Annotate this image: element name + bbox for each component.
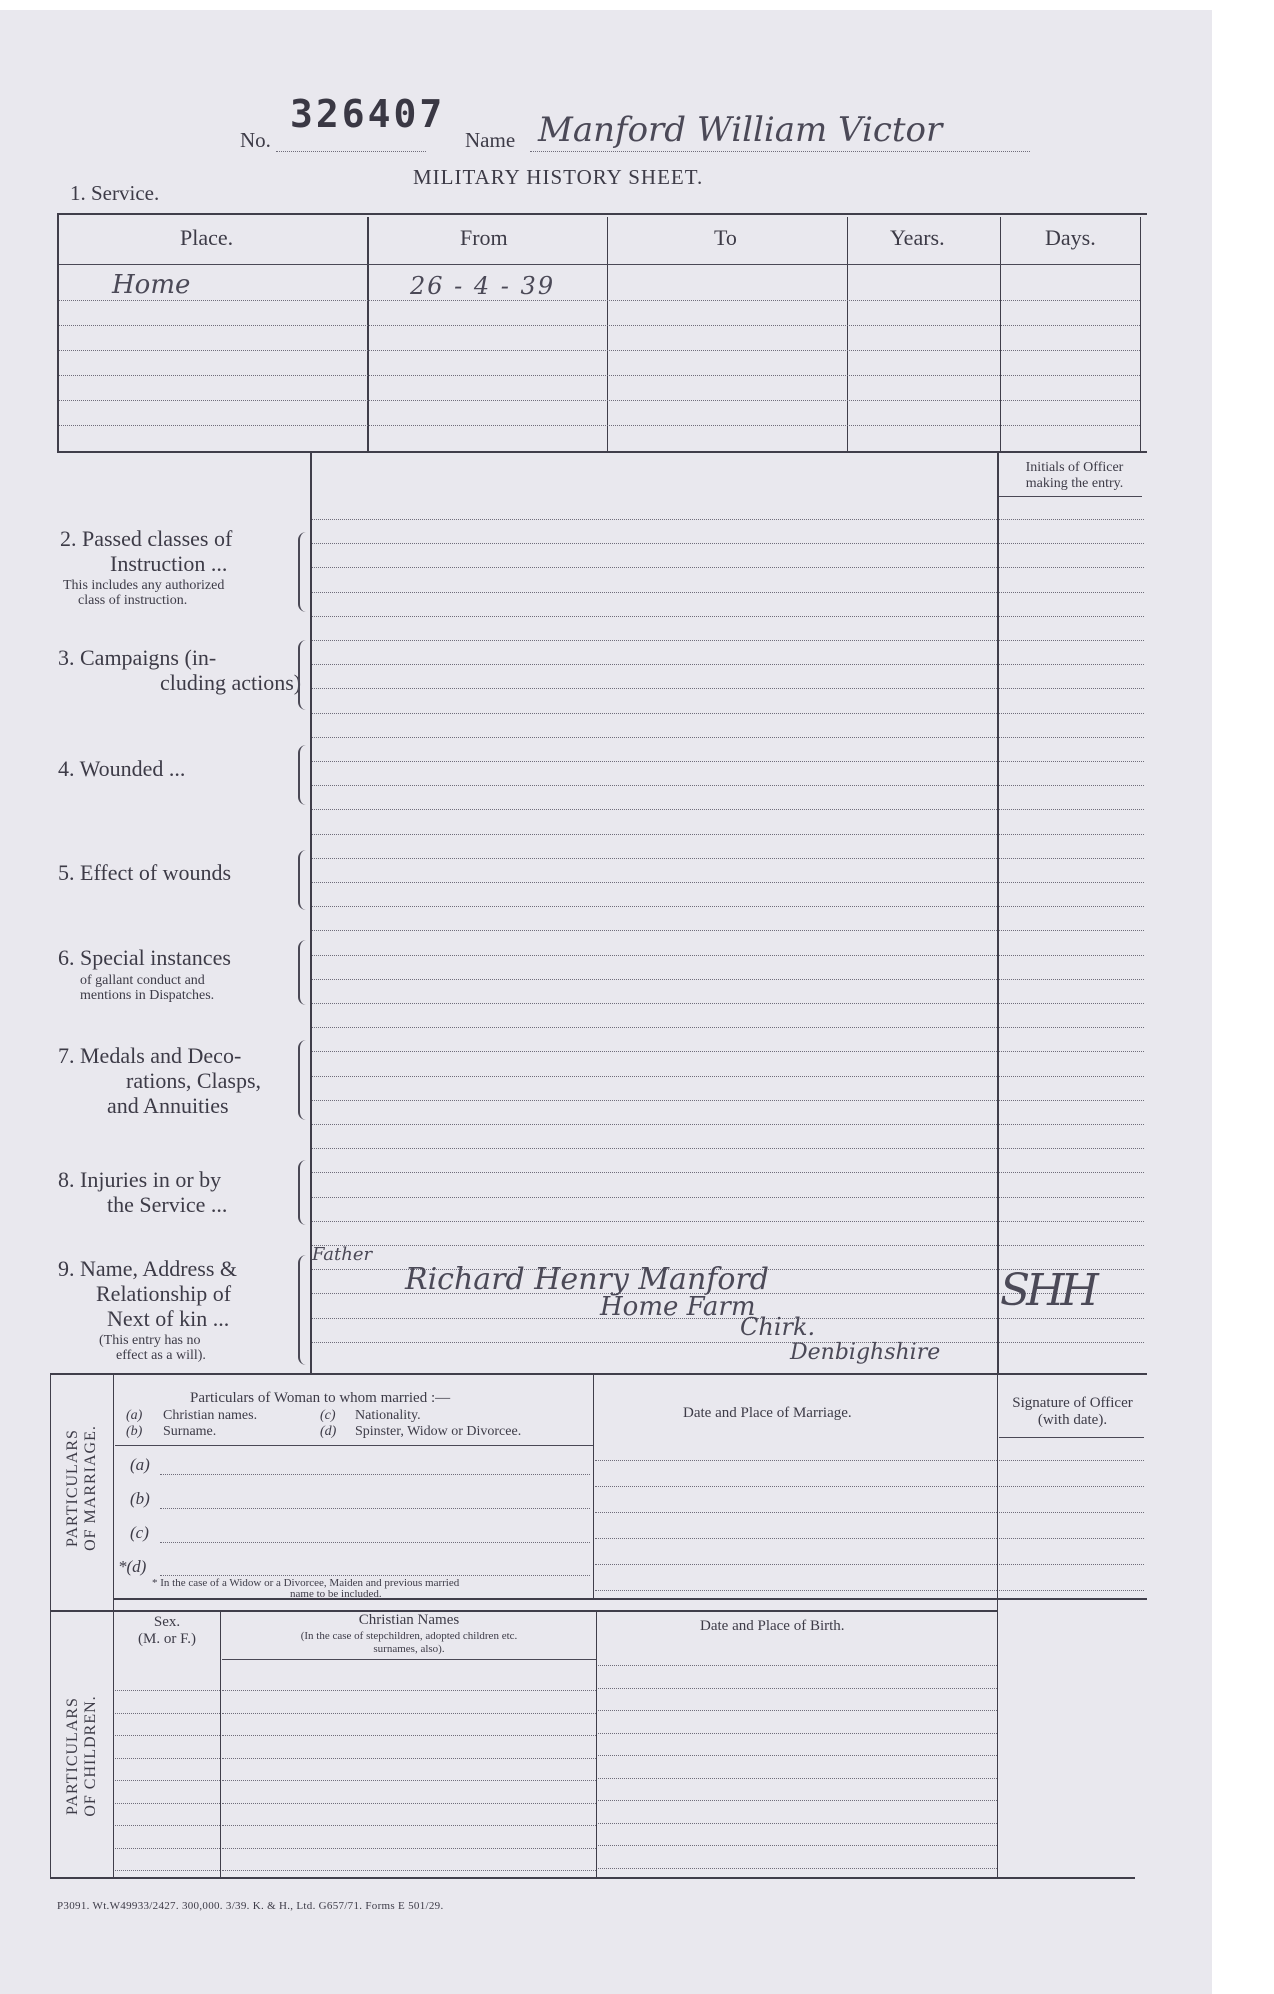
section-2-title-line2: Instruction ... xyxy=(110,551,228,576)
children-birth-rule xyxy=(598,1733,997,1734)
children-col-divider-1 xyxy=(220,1612,221,1877)
section-entry-rule xyxy=(312,906,997,907)
section-7-title-line2: rations, Clasps, xyxy=(126,1068,262,1093)
initials-entry-rule xyxy=(999,1342,1144,1343)
initials-entry-rule xyxy=(999,543,1144,544)
section-8-brace xyxy=(298,1160,306,1225)
initials-entry-rule xyxy=(999,713,1144,714)
marriage-date-rule xyxy=(595,1460,997,1461)
section-6-title: 6. Special instances xyxy=(58,945,231,970)
marriage-signature-rule xyxy=(999,1512,1144,1513)
marriage-row-b-rule xyxy=(160,1508,590,1509)
marriage-footnote-line2: name to be included. xyxy=(290,1588,382,1600)
scan-margin-top xyxy=(0,0,1274,10)
initials-entry-rule xyxy=(999,1027,1144,1028)
initials-entry-rule xyxy=(999,664,1144,665)
children-side-label xyxy=(64,1646,100,1866)
marriage-a-text: Christian names. xyxy=(163,1408,258,1423)
service-row-rule xyxy=(59,425,1140,426)
children-names-rule xyxy=(222,1870,596,1871)
marriage-signature-header-line1: Signature of Officer xyxy=(1012,1395,1133,1411)
marriage-header: Particulars of Woman to whom married :— xyxy=(190,1390,451,1406)
marriage-side-label xyxy=(64,1378,100,1598)
section-entry-rule xyxy=(312,930,997,931)
marriage-date-rule xyxy=(595,1512,997,1513)
service-table-bottom-border xyxy=(57,451,1147,453)
section-2-note-line1: This includes any authorized xyxy=(63,578,225,593)
children-birth-rule xyxy=(598,1800,997,1801)
section-entry-rule xyxy=(312,737,997,738)
section-5-brace xyxy=(298,850,306,910)
name-label: Name xyxy=(465,128,516,152)
marriage-b-text: Surname. xyxy=(163,1424,217,1439)
children-birth-rule xyxy=(598,1845,997,1846)
page-title: MILITARY HISTORY SHEET. xyxy=(413,165,704,189)
children-side-label-line2: OF CHILDREN. xyxy=(82,1695,99,1817)
service-table-top-border xyxy=(57,213,1147,215)
service-col-left-border xyxy=(57,213,59,453)
initials-entry-rule xyxy=(999,930,1144,931)
service-col-right-border xyxy=(1140,217,1141,451)
section-4-title: 4. Wounded ... xyxy=(58,756,186,781)
marriage-signature-rule xyxy=(999,1590,1144,1591)
next-of-kin-address-line3: Denbighshire xyxy=(790,1340,941,1365)
service-header-rule xyxy=(59,264,1140,265)
children-birth-rule xyxy=(598,1755,997,1756)
initials-entry-rule xyxy=(999,688,1144,689)
children-names-header-line2: (In the case of stepchildren, adopted children etc. xyxy=(300,1630,518,1642)
initials-header: Initials of Officer making the entry. xyxy=(1025,460,1124,491)
children-birth-rule xyxy=(598,1688,997,1689)
next-of-kin-address-line1: Home Farm xyxy=(600,1292,756,1322)
initials-entry-rule xyxy=(999,1100,1144,1101)
section-entry-rule xyxy=(312,761,997,762)
section-entry-rule xyxy=(312,858,997,859)
initials-entry-rule xyxy=(999,1051,1144,1052)
section-entry-rule xyxy=(312,882,997,883)
initials-entry-rule xyxy=(999,809,1144,810)
service-col-divider-2 xyxy=(607,217,608,451)
section-entry-rule xyxy=(312,1245,997,1246)
section-8-title-line2: the Service ... xyxy=(107,1192,228,1217)
section-entry-rule xyxy=(312,543,997,544)
section-5-title: 5. Effect of wounds xyxy=(58,860,232,885)
section-7-brace xyxy=(298,1040,306,1120)
section-6-note-line2: mentions in Dispatches. xyxy=(80,988,215,1003)
children-sex-rule xyxy=(115,1848,220,1849)
marriage-b-label: (b) xyxy=(126,1424,143,1439)
section-3-title-line1: 3. Campaigns (in- xyxy=(58,645,217,670)
marriage-footnote-line1: * In the case of a Widow or a Divorcee, Maiden and previous married xyxy=(152,1577,460,1589)
service-col-divider-1 xyxy=(367,217,369,451)
next-of-kin-relationship: Father xyxy=(312,1244,373,1265)
section-6-note-line1: of gallant conduct and xyxy=(80,973,205,988)
initials-entry-rule xyxy=(999,1003,1144,1004)
service-row-rule xyxy=(59,400,1140,401)
children-names-header-line1: Christian Names xyxy=(358,1612,460,1628)
name-rule xyxy=(530,151,1030,152)
section-9-note-line1: (This entry has no xyxy=(99,1333,201,1348)
marriage-row-b: (b) xyxy=(130,1489,150,1508)
marriage-date-rule xyxy=(595,1564,997,1565)
section-entry-rule xyxy=(312,1221,997,1222)
section-3-title-line2: cluding actions) xyxy=(160,670,302,695)
children-sex-rule xyxy=(115,1713,220,1714)
children-birth-rule xyxy=(598,1868,997,1869)
marriage-date-rule xyxy=(595,1486,997,1487)
service-place-value: Home xyxy=(112,270,191,300)
initials-header-rule xyxy=(999,496,1142,497)
initials-entry-rule xyxy=(999,1197,1144,1198)
initials-entry-rule xyxy=(999,1245,1144,1246)
children-bottom-border xyxy=(50,1877,1135,1879)
marriage-a-label: (a) xyxy=(126,1408,143,1423)
children-sex-rule xyxy=(115,1803,220,1804)
initials-entry-rule xyxy=(999,882,1144,883)
next-of-kin-address-line2: Chirk. xyxy=(740,1313,816,1341)
initials-entry-rule xyxy=(999,592,1144,593)
col-place: Place. xyxy=(180,225,234,250)
initials-entry-rule xyxy=(999,1148,1144,1149)
service-row-rule xyxy=(59,325,1140,326)
section-4-brace xyxy=(298,745,306,805)
marriage-side-label-line2: OF MARRIAGE. xyxy=(82,1425,99,1551)
marriage-row-a: (a) xyxy=(130,1455,150,1474)
children-sex-rule xyxy=(115,1825,220,1826)
children-sex-rule xyxy=(115,1690,220,1691)
officer-initials: SHH xyxy=(1000,1265,1095,1316)
marriage-date-rule xyxy=(595,1590,997,1591)
marriage-header-rule xyxy=(115,1445,593,1446)
sections-bottom-border xyxy=(50,1373,1147,1375)
service-row-rule xyxy=(59,375,1140,376)
children-sex-rule xyxy=(115,1870,220,1871)
marriage-c-label: (c) xyxy=(320,1408,336,1423)
children-side-label-line1: PARTICULARS xyxy=(64,1697,81,1815)
children-left-border xyxy=(50,1612,51,1877)
initials-entry-rule xyxy=(999,567,1144,568)
marriage-row-a-rule xyxy=(160,1474,590,1475)
children-birth-rule xyxy=(598,1710,997,1711)
children-birth-rule xyxy=(598,1665,997,1666)
initials-entry-rule xyxy=(999,979,1144,980)
section-9-title-line2: Relationship of xyxy=(96,1281,232,1306)
section-2-note-line2: class of instruction. xyxy=(78,593,188,608)
marriage-signature-rule xyxy=(999,1460,1144,1461)
service-row-rule xyxy=(59,350,1140,351)
section-entry-rule xyxy=(312,1124,997,1125)
initials-entry-rule xyxy=(999,737,1144,738)
initials-entry-rule xyxy=(999,1221,1144,1222)
children-sex-rule xyxy=(115,1758,220,1759)
marriage-signature-header-rule xyxy=(999,1437,1144,1438)
section-entry-rule xyxy=(312,664,997,665)
marriage-row-d-rule xyxy=(160,1575,590,1576)
initials-entry-rule xyxy=(999,1076,1144,1077)
col-years: Years. xyxy=(890,225,945,250)
service-label: 1. Service. xyxy=(70,181,160,205)
initials-entry-rule xyxy=(999,785,1144,786)
children-names-rule xyxy=(222,1735,596,1736)
section-entry-rule xyxy=(312,567,997,568)
children-names-header-rule xyxy=(222,1659,596,1660)
section-entry-rule xyxy=(312,785,997,786)
children-names-rule xyxy=(222,1803,596,1804)
section-2-brace xyxy=(298,532,306,612)
service-from-value: 26 - 4 - 39 xyxy=(410,272,556,300)
section-8-title-line1: 8. Injuries in or by xyxy=(58,1167,222,1192)
section-entry-rule xyxy=(312,809,997,810)
section-entry-rule xyxy=(312,1051,997,1052)
children-sex-header-line2: (M. or F.) xyxy=(138,1631,196,1647)
initials-entry-rule xyxy=(999,519,1144,520)
children-names-rule xyxy=(222,1780,596,1781)
marriage-right-divider xyxy=(997,1375,998,1600)
col-from: From xyxy=(460,225,508,250)
marriage-bottom-border xyxy=(113,1598,1147,1600)
initials-entry-rule xyxy=(999,640,1144,641)
marriage-side-divider xyxy=(113,1375,114,1610)
section-7-title-line1: 7. Medals and Deco- xyxy=(58,1043,242,1068)
section-entry-rule xyxy=(312,713,997,714)
children-names-rule xyxy=(222,1690,596,1691)
children-names-rule xyxy=(222,1713,596,1714)
section-entry-rule xyxy=(312,955,997,956)
next-of-kin-name: Richard Henry Manford xyxy=(405,1262,769,1297)
section-entry-rule xyxy=(312,640,997,641)
section-9-brace xyxy=(298,1255,306,1365)
children-col-divider-2 xyxy=(596,1612,597,1877)
no-label: No. xyxy=(240,128,271,152)
marriage-c-text: Nationality. xyxy=(355,1408,421,1423)
marriage-signature-rule xyxy=(999,1564,1144,1565)
initials-entry-rule xyxy=(999,955,1144,956)
initials-entry-rule xyxy=(999,1172,1144,1173)
children-birth-rule xyxy=(598,1823,997,1824)
children-sex-header-line1: Sex. xyxy=(153,1614,181,1630)
section-entry-rule xyxy=(312,1197,997,1198)
name-value: Manford William Victor xyxy=(538,110,943,150)
section-entry-rule xyxy=(312,1076,997,1077)
children-names-rule xyxy=(222,1825,596,1826)
serial-number: 326407 xyxy=(290,92,446,136)
marriage-row-c: (c) xyxy=(130,1523,149,1542)
section-entry-rule xyxy=(312,979,997,980)
marriage-signature-rule xyxy=(999,1486,1144,1487)
section-entry-rule xyxy=(312,1027,997,1028)
service-col-divider-3 xyxy=(847,217,848,451)
section-entry-rule xyxy=(312,1148,997,1149)
initials-entry-rule xyxy=(999,761,1144,762)
marriage-signature-rule xyxy=(999,1538,1144,1539)
service-row-rule xyxy=(59,300,1140,301)
section-entry-rule xyxy=(312,616,997,617)
section-entry-rule xyxy=(312,1100,997,1101)
section-3-brace xyxy=(298,640,306,710)
initials-entry-rule xyxy=(999,616,1144,617)
marriage-date-place-header: Date and Place of Marriage. xyxy=(683,1405,852,1421)
section-entry-rule xyxy=(312,592,997,593)
children-names-rule xyxy=(222,1848,596,1849)
children-names-rule xyxy=(222,1758,596,1759)
children-sex-rule xyxy=(115,1780,220,1781)
marriage-mid-divider xyxy=(593,1375,594,1600)
children-side-divider xyxy=(113,1612,114,1877)
initials-entry-rule xyxy=(999,858,1144,859)
section-entry-rule xyxy=(312,1172,997,1173)
children-birth-rule xyxy=(598,1778,997,1779)
section-9-title-line1: 9. Name, Address & xyxy=(58,1256,238,1281)
section-entry-rule xyxy=(312,519,997,520)
marriage-d-text: Spinster, Widow or Divorcee. xyxy=(355,1424,522,1439)
section-9-note-line2: effect as a will). xyxy=(116,1348,206,1363)
children-date-place-header: Date and Place of Birth. xyxy=(700,1618,845,1634)
marriage-row-c-rule xyxy=(160,1542,590,1543)
initials-entry-rule xyxy=(999,1124,1144,1125)
marriage-left-border xyxy=(50,1375,51,1610)
initials-entry-rule xyxy=(999,906,1144,907)
scan-margin-right xyxy=(1212,0,1274,1994)
section-9-title-line3: Next of kin ... xyxy=(107,1306,230,1331)
initials-entry-rule xyxy=(999,834,1144,835)
section-7-title-line3: and Annuities xyxy=(107,1093,229,1118)
marriage-row-d: *(d) xyxy=(118,1557,147,1576)
section-6-brace xyxy=(298,940,306,1005)
service-col-divider-4 xyxy=(1000,217,1001,451)
form-footer: P3091. Wt.W49933/2427. 300,000. 3/39. K. & H., Ltd. G657/71. Forms E 501/29. xyxy=(57,1900,444,1912)
initials-entry-rule xyxy=(999,1318,1144,1319)
marriage-d-label: (d) xyxy=(320,1424,337,1439)
no-rule xyxy=(276,151,426,152)
children-sex-rule xyxy=(115,1735,220,1736)
section-entry-rule xyxy=(312,1003,997,1004)
marriage-signature-header-line2: (with date). xyxy=(1037,1412,1108,1428)
marriage-date-rule xyxy=(595,1538,997,1539)
section-entry-rule xyxy=(312,688,997,689)
section-entry-rule xyxy=(312,834,997,835)
section-2-title-line1: 2. Passed classes of xyxy=(60,526,233,551)
children-right-divider xyxy=(997,1600,998,1877)
col-to: To xyxy=(714,225,737,250)
marriage-side-label-line1: PARTICULARS xyxy=(64,1429,81,1547)
col-days: Days. xyxy=(1045,225,1096,250)
children-names-header-line3: surnames, also). xyxy=(373,1643,445,1655)
